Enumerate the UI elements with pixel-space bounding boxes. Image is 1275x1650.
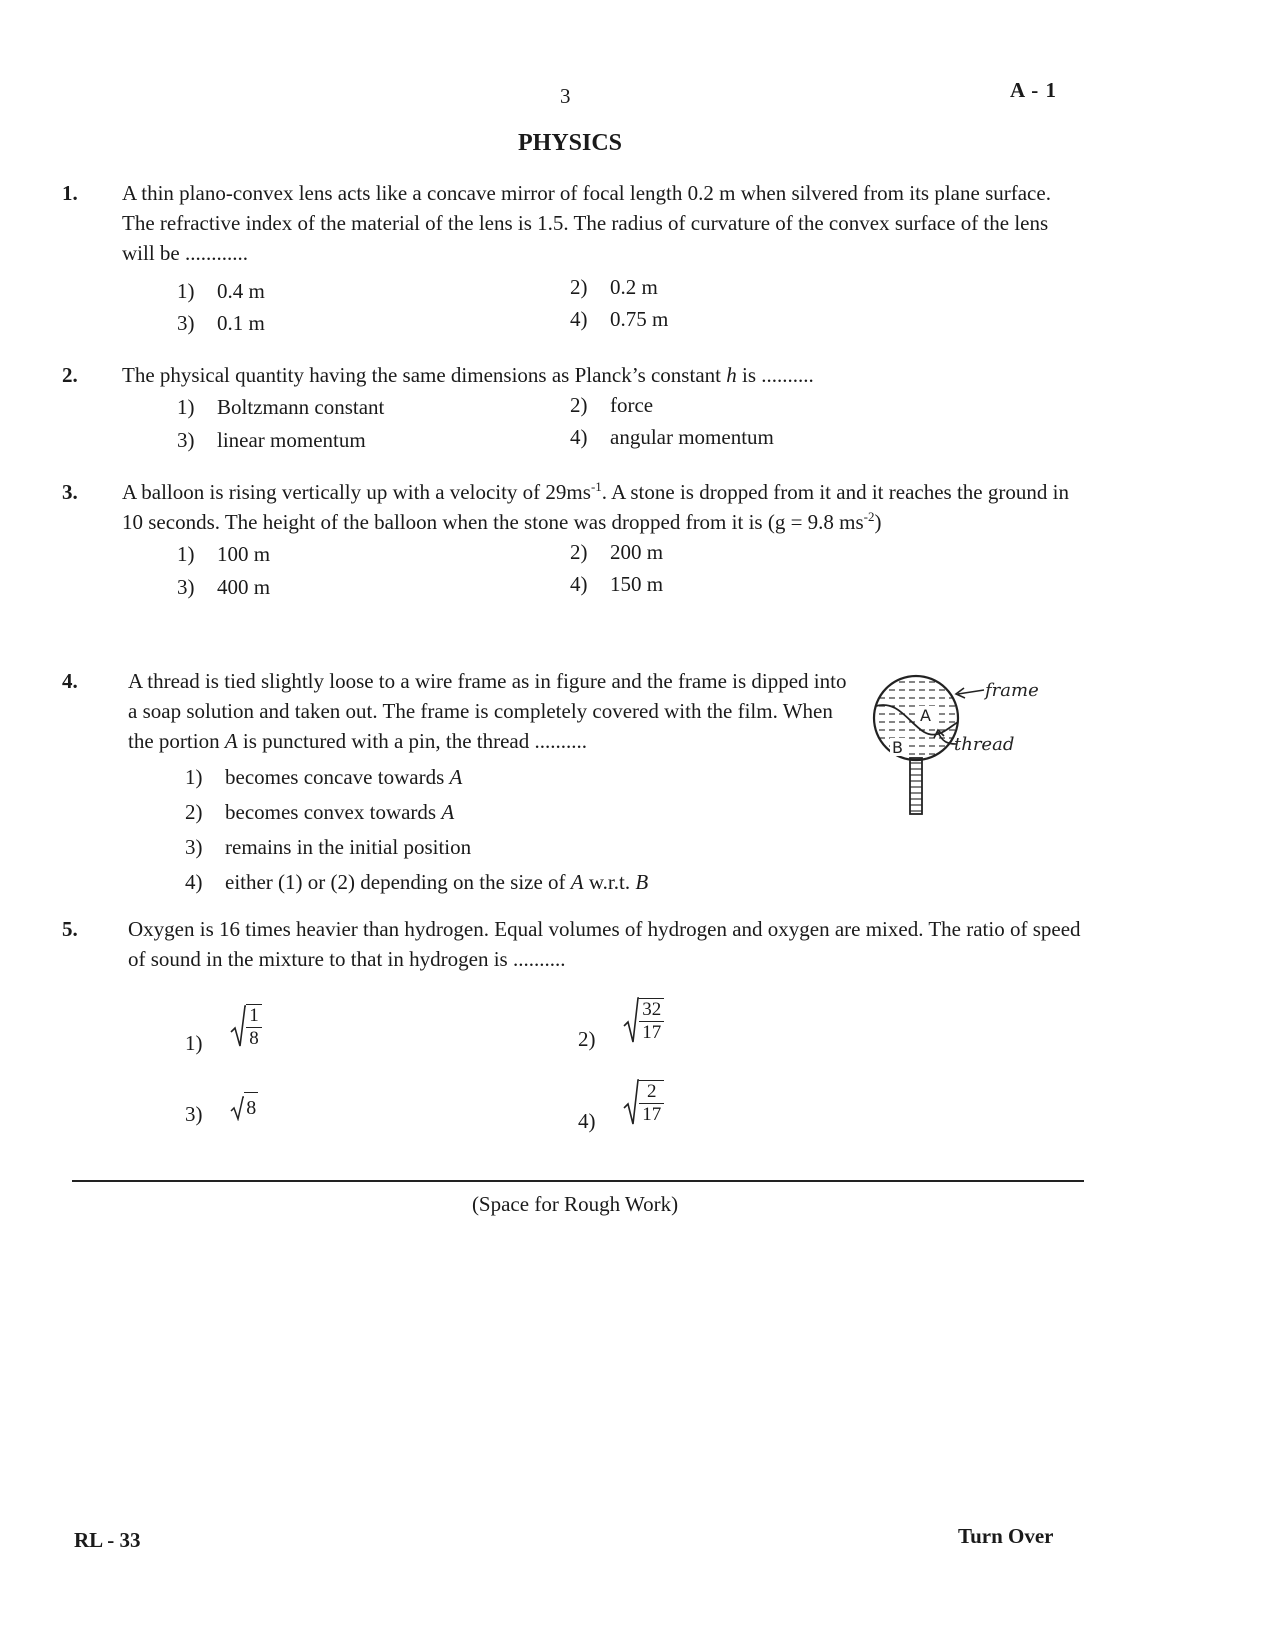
rough-work-label: (Space for Rough Work) bbox=[471, 1192, 679, 1216]
option-3: 3) linear momentum bbox=[177, 428, 366, 452]
option-4: 4) either (1) or (2) depending on the size of A w.r.t. B bbox=[185, 870, 649, 894]
option-1: 1) 100 m bbox=[177, 542, 271, 566]
option-4: 4) 150 m bbox=[570, 572, 664, 596]
question-5 bbox=[62, 914, 1082, 1154]
option-2: 2) 200 m bbox=[570, 540, 664, 564]
option-2: 2) $\frac{32}{17}$ bbox=[578, 996, 664, 1054]
page-number: 3 bbox=[560, 84, 571, 108]
question-number: 5. bbox=[62, 917, 78, 941]
question-text: A thread is tied slightly loose to a wire frame as in figure and the frame is dipped into a soap solution and taken out. The frame is completely covered with the film. When the portion A is punctured with a pin, the thread .......... bbox=[128, 669, 847, 753]
footer-code: RL - 33 bbox=[74, 1528, 141, 1552]
question-3 bbox=[62, 477, 1082, 607]
question-text: A balloon is rising vertically up with a velocity of $29ms^{-1}$. A stone is dropped from it and it reaches the ground in 10 seconds. The height of the balloon when the stone was dropped from it is (g = 9.8 $ms^{-2}$) bbox=[122, 479, 1069, 534]
paper-code: A - 1 bbox=[1010, 78, 1057, 102]
option-2: 2) 0.2 m bbox=[570, 275, 658, 299]
option-1: 1) Boltzmann constant bbox=[177, 395, 385, 419]
option-1: 1) 0.4 m bbox=[177, 279, 265, 303]
option-3: 3) 8 bbox=[185, 1092, 258, 1129]
question-number: 4. bbox=[62, 669, 78, 693]
label-b: B bbox=[892, 738, 903, 757]
divider-rule bbox=[72, 1180, 1084, 1182]
option-4: 4) angular momentum bbox=[570, 425, 774, 449]
question-number: 2. bbox=[62, 363, 78, 387]
option-1: 1) becomes concave towards A bbox=[185, 765, 463, 789]
question-text: Oxygen is 16 times heavier than hydrogen. Equal volumes of hydrogen and oxygen are mixed. The ratio of speed of sound in the mixture to that in hydrogen is .......... bbox=[128, 917, 1081, 971]
option-3: 3) remains in the initial position bbox=[185, 835, 472, 859]
turn-over-label: Turn Over bbox=[958, 1524, 1054, 1548]
option-3: 3) 400 m bbox=[177, 575, 271, 599]
figure-drawing bbox=[868, 670, 1068, 830]
question-number: 3. bbox=[62, 480, 78, 504]
option-4: 4) $\frac{2}{17}$ bbox=[578, 1078, 664, 1136]
question-text: The physical quantity having the same dimensions as Planck’s constant h is .......... bbox=[122, 363, 814, 387]
option-2: 2) becomes convex towards A bbox=[185, 800, 455, 824]
label-frame: frame bbox=[985, 680, 1039, 701]
page-title: PHYSICS bbox=[517, 130, 623, 156]
question-number: 1. bbox=[62, 181, 78, 205]
option-1: 1) $\frac{1}{8}$ bbox=[185, 1004, 262, 1058]
question-text: A thin plano-convex lens acts like a concave mirror of focal length 0.2 m when silvered from its plane surface. The refractive index of the material of the lens is 1.5. The radius of curvature of the convex surface of the lens will be ............ bbox=[122, 181, 1051, 265]
question-1 bbox=[62, 178, 1082, 344]
option-4: 4) 0.75 m bbox=[570, 307, 669, 331]
label-a: A bbox=[920, 706, 931, 725]
question-2 bbox=[62, 360, 1082, 460]
option-3: 3) 0.1 m bbox=[177, 311, 265, 335]
question-4 bbox=[62, 666, 852, 896]
option-2: 2) force bbox=[570, 393, 654, 417]
soap-film-frame-figure bbox=[868, 670, 1068, 830]
label-thread: thread bbox=[954, 734, 1015, 755]
